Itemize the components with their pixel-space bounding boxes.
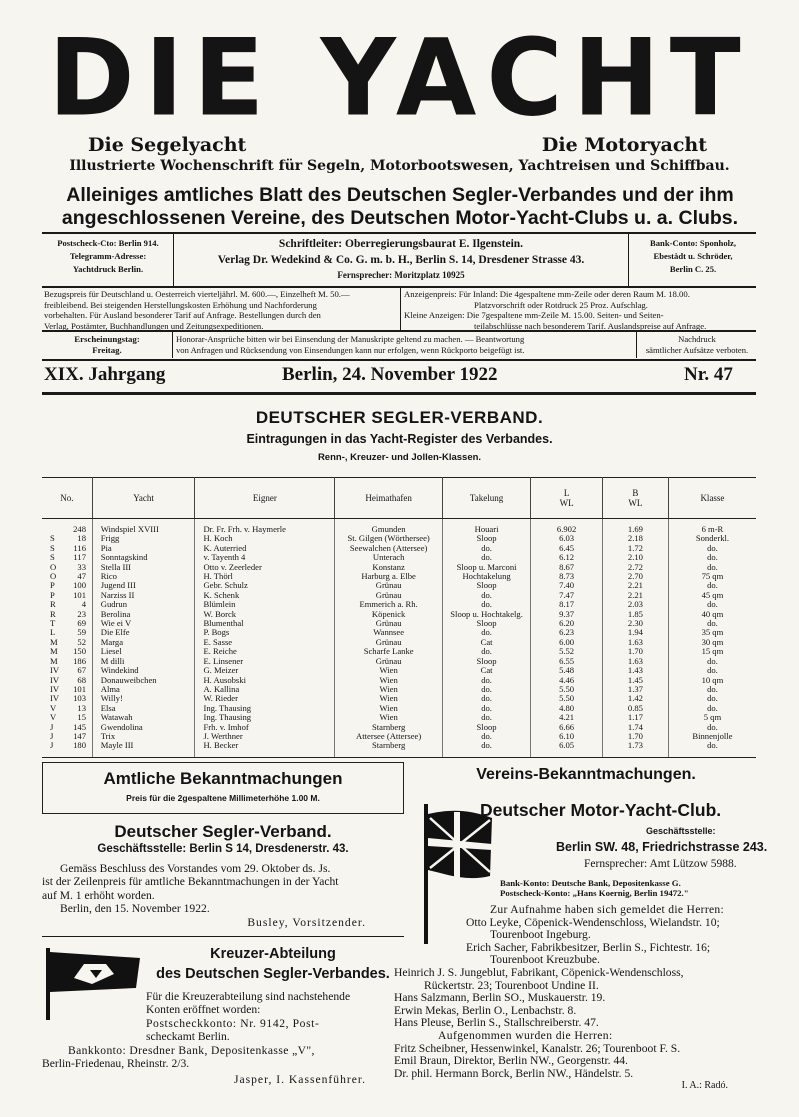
reg-no-cell: J 147 [42, 732, 92, 741]
reg-beam-cell: 1.73 [602, 741, 668, 757]
reg-no-cell: 248 [42, 519, 92, 535]
reg-yacht-cell: Stella III [92, 563, 195, 572]
dsv-notice-address: Geschäftsstelle: Berlin S 14, Dresdenerstr. 43. [97, 843, 349, 855]
erscheinungstag: Erscheinungstag: Freitag. [74, 334, 140, 355]
reg-rig-cell: Sloop [442, 657, 530, 666]
reg-klasse-cell: 6 m-R [701, 524, 724, 534]
table-row [42, 704, 756, 713]
table-row [42, 676, 756, 685]
reg-yacht-cell: Trix [92, 732, 195, 741]
reg-no-cell: M 52 [42, 638, 92, 647]
reg-length-cell: 7.40 [531, 581, 603, 590]
reg-port-cell: Harburg a. Elbe [335, 572, 443, 581]
dmyc-bank: Bank-Konto: Deutsche Bank, Depositenkasse G. Postscheck-Konto: „Hans Koernig, Berlin 19472." [500, 878, 689, 898]
reg-rig-cell: do. [442, 685, 530, 694]
reg-yacht-cell: Pia [92, 544, 195, 553]
reg-yacht-cell: Willy! [92, 694, 195, 703]
yacht-register-table [42, 477, 756, 758]
reg-yacht-cell: Donauweibchen [92, 676, 195, 685]
reg-port-cell: Grünau [335, 581, 443, 590]
reg-yacht-cell: Jugend III [92, 581, 195, 590]
reg-rig-cell: Houari [442, 519, 530, 535]
reg-port-cell: Wien [335, 694, 443, 703]
reg-klasse-cell: 45 qm [701, 589, 724, 600]
reg-rig-cell: Sloop u. Marconi [442, 563, 530, 572]
reg-port-cell: Starnberg [335, 723, 443, 732]
reg-port-cell: Gmunden [335, 519, 443, 535]
reg-yacht-cell: Berolina [92, 610, 195, 619]
reg-port-cell: Attersee (Attersee) [335, 732, 443, 741]
reg-owner-cell: H. Becker [195, 741, 335, 757]
reg-owner-cell: A. Kallina [195, 685, 335, 694]
reg-beam-cell: 1.74 [602, 723, 668, 732]
register-title: DEUTSCHER SEGLER-VERBAND. [255, 408, 544, 427]
reg-no-cell: IV 68 [42, 676, 92, 685]
reg-beam-cell: 2.10 [602, 553, 668, 562]
reg-length-cell: 5.50 [531, 694, 603, 703]
reg-rig-cell: Sloop u. Hochtakelg. [442, 610, 530, 619]
reg-no-cell: P 101 [42, 591, 92, 600]
col-klasse: Klasse [668, 478, 756, 519]
reg-no-cell: M 186 [42, 657, 92, 666]
register-classes: Renn-, Kreuzer- und Jollen-Klassen. [317, 452, 482, 463]
reg-owner-cell: Ing. Thausing [195, 713, 335, 722]
subtitle-segelyacht: Die Segelyacht [88, 134, 247, 156]
tagline: Illustrierte Wochenschrift für Segeln, Motorbootswesen, Yachtreisen und Schiffbau. [69, 158, 730, 174]
reg-length-cell: 4.46 [531, 676, 603, 685]
reg-owner-cell: E. Sasse [195, 638, 335, 647]
reg-rig-cell: Cat [442, 666, 530, 675]
issue-number: Nr. 47 [684, 364, 733, 385]
reg-yacht-cell: Liesel [92, 647, 195, 656]
reg-rig-cell: Sloop [442, 581, 530, 590]
reg-port-cell: Wien [335, 713, 443, 722]
reg-port-cell: Grünau [335, 591, 443, 600]
reg-beam-cell: 1.17 [602, 713, 668, 722]
official-statement [44, 184, 756, 230]
reg-beam-cell: 1.70 [602, 647, 668, 656]
reg-klasse-cell: do. [707, 599, 718, 610]
reg-length-cell: 6.12 [531, 553, 603, 562]
reg-owner-cell: E. Linsener [195, 657, 335, 666]
reg-length-cell: 6.45 [531, 544, 603, 553]
reg-no-cell: IV 67 [42, 666, 92, 675]
vereins-title: Vereins-Bekanntmachungen. [476, 766, 696, 783]
reg-port-cell: Grünau [335, 619, 443, 628]
reg-klasse-cell: do. [707, 618, 718, 629]
reg-klasse-cell: Binnenjolle [692, 730, 733, 741]
reg-no-cell: IV 103 [42, 694, 92, 703]
reg-length-cell: 4.80 [531, 704, 603, 713]
reg-owner-cell: E. Reiche [195, 647, 335, 656]
reg-length-cell: 6.55 [531, 657, 603, 666]
reg-owner-cell: Blumenthal [195, 619, 335, 628]
reg-yacht-cell: Frigg [92, 534, 195, 543]
reg-klasse-cell: do. [707, 552, 718, 563]
reg-no-cell: V 15 [42, 713, 92, 722]
reg-length-cell: 6.66 [531, 723, 603, 732]
reg-yacht-cell: Windekind [92, 666, 195, 675]
bezugspreis: Bezugspreis für Deutschland u. Oesterreich vierteljährl. M. 600.—, Einzelheft M. 50.— freibleibend. Bei steigenden Herstellungskosten Erhöhung und Nachforderung vorbehalten. Für Ausland besonderer Tarif auf Anfrage. Bestellungen durch den Verlag, Postämter, Buchhandlungen und Zeitungsexpeditionen. [44, 289, 350, 331]
kreuzer-body: Für die Kreuzerabteilung sind nachstehende Konten eröffnet worden: Postscheckkonto: Nr. 9142, Post- scheckamt Berlin. Bankkonto: Dresdner Bank, Depositenkasse „V", Berlin-Friedenau, Rheinstr. 2/3. Jasper, I. Kassenführer. [42, 990, 366, 1087]
reg-yacht-cell: Windspiel XVIII [92, 519, 195, 535]
reg-beam-cell: 2.18 [602, 534, 668, 543]
reg-rig-cell: Sloop [442, 723, 530, 732]
reg-beam-cell: 1.69 [602, 519, 668, 535]
reg-beam-cell: 1.70 [602, 732, 668, 741]
reg-beam-cell: 1.85 [602, 610, 668, 619]
reg-yacht-cell: Rico [92, 572, 195, 581]
table-row [42, 694, 756, 703]
reg-no-cell: J 180 [42, 741, 92, 757]
nachdruck-note: Nachdruck sämtlicher Aufsätze verboten. [645, 334, 749, 355]
reg-owner-cell: W. Borck [195, 610, 335, 619]
reg-no-cell: S 116 [42, 544, 92, 553]
reg-no-cell: L 59 [42, 628, 92, 637]
reg-klasse-cell: do. [707, 683, 718, 694]
reg-klasse-cell: do. [707, 561, 718, 572]
publisher-info: Schriftleiter: Oberregierungsbaurat E. Ilgenstein. Verlag Dr. Wedekind & Co. G. m. b. H., Berlin S. 14, Dresdener Strasse 43. Fernsprecher: Moritzplatz 10925 [217, 238, 585, 280]
reg-owner-cell: K. Schenk [195, 591, 335, 600]
reg-length-cell: 8.17 [531, 600, 603, 609]
reg-rig-cell: Hochtakelung [442, 572, 530, 581]
reg-klasse-cell: do. [707, 665, 718, 676]
reg-beam-cell: 1.43 [602, 666, 668, 675]
reg-rig-cell: do. [442, 544, 530, 553]
reg-owner-cell: Otto v. Zeerleder [195, 563, 335, 572]
reg-length-cell: 6.05 [531, 741, 603, 757]
reg-klasse-cell: do. [707, 542, 718, 553]
reg-klasse-cell: 75 qm [701, 571, 724, 582]
reg-rig-cell: Cat [442, 638, 530, 647]
reg-owner-cell: W. Rieder [195, 694, 335, 703]
dmyc-address: Berlin SW. 48, Friedrichstrasse 243. [556, 840, 768, 854]
reg-yacht-cell: Gudrun [92, 600, 195, 609]
reg-length-cell: 4.21 [531, 713, 603, 722]
reg-port-cell: Unterach [335, 553, 443, 562]
reg-beam-cell: 1.42 [602, 694, 668, 703]
reg-no-cell: O 47 [42, 572, 92, 581]
reg-rig-cell: do. [442, 704, 530, 713]
reg-port-cell: Wien [335, 704, 443, 713]
reg-length-cell: 8.67 [531, 563, 603, 572]
reg-yacht-cell: Sonntagskind [92, 553, 195, 562]
reg-owner-cell: H. Ausobski [195, 676, 335, 685]
reg-yacht-cell: Mayle III [92, 741, 195, 757]
dmyc-members: Zur Aufnahme haben sich gemeldet die Herren: Otto Leyke, Cöpenick-Wendenschloss, Wielandstr. 10; Tourenboot Ingeburg. Erich Sacher, Fabrikbesitzer, Berlin S., Fichtestr. 16; Tourenboot Kreuzbube. Heinrich J. S. Jungeblut, Fabrikant, Cöpenick-Wendenschloss, Rückertstr. 23; Tourenboot Undine II. Hans Salzmann, Berlin SO., Muskauerstr. 19. Erwin Mekas, Berlin O., Lenbachstr. 8. Hans Pleuse, Berlin S., Stallschreiberstr. 47. Aufgenommen wurden die Herren: Fritz Scheibner, Hessenwinkel, Kanalstr. 26; Tourenboot F. S. Emil Braun, Direktor, Berlin NW., Georgenstr. 44. Dr. phil. Hermann Borck, Berlin NW., Händelstr. 5. I. A.: Radó. [394, 903, 728, 1092]
reg-length-cell: 5.50 [531, 685, 603, 694]
reg-rig-cell: do. [442, 553, 530, 562]
reg-length-cell: 6.902 [531, 519, 603, 535]
table-row [42, 741, 756, 757]
rule [42, 330, 756, 332]
divider [172, 332, 173, 358]
reg-no-cell: S 117 [42, 553, 92, 562]
reg-no-cell: P 100 [42, 581, 92, 590]
reg-klasse-cell: 5 qm [703, 712, 722, 723]
reg-rig-cell: do. [442, 647, 530, 656]
rule [42, 936, 404, 937]
reg-beam-cell: 1.72 [602, 544, 668, 553]
reg-port-cell: Wien [335, 685, 443, 694]
reg-length-cell: 5.48 [531, 666, 603, 675]
reg-no-cell: O 33 [42, 563, 92, 572]
reg-klasse-cell: 40 qm [701, 608, 724, 619]
reg-port-cell: Köpenick [335, 610, 443, 619]
reg-klasse-cell: 15 qm [701, 646, 724, 657]
reg-rig-cell: do. [442, 676, 530, 685]
reg-owner-cell: G. Meizer [195, 666, 335, 675]
reg-port-cell: Seewalchen (Attersee) [335, 544, 443, 553]
reg-klasse-cell: do. [707, 580, 718, 591]
reg-rig-cell: do. [442, 591, 530, 600]
divider [636, 332, 637, 358]
official-line-2: angeschlossenen Vereine, des Deutschen Motor-Yacht-Clubs u. a. Clubs. [61, 207, 739, 229]
reg-beam-cell: 2.21 [602, 591, 668, 600]
reg-beam-cell: 1.63 [602, 657, 668, 666]
reg-length-cell: 9.37 [531, 610, 603, 619]
kreuzer-title-2: des Deutschen Segler-Verbandes. [156, 966, 390, 982]
rule [42, 359, 756, 361]
col-owner: Eigner [195, 478, 335, 519]
amtliche-box [42, 762, 404, 814]
reg-beam-cell: 1.37 [602, 685, 668, 694]
reg-beam-cell: 2.72 [602, 563, 668, 572]
reg-beam-cell: 1.45 [602, 676, 668, 685]
reg-port-cell: Starnberg [335, 741, 443, 757]
dsv-notice-title: Deutscher Segler-Verband. [114, 822, 332, 841]
divider [173, 234, 174, 286]
reg-yacht-cell: Elsa [92, 704, 195, 713]
amtliche-title: Amtliche Bekanntmachungen [103, 769, 343, 788]
reg-owner-cell: Gebr. Schulz [195, 581, 335, 590]
reg-rig-cell: Sloop [442, 534, 530, 543]
reg-no-cell: S 18 [42, 534, 92, 543]
reg-klasse-cell: Sonderkl. [695, 533, 730, 544]
reg-owner-cell: v. Tayenth 4 [195, 553, 335, 562]
reg-length-cell: 8.73 [531, 572, 603, 581]
reg-beam-cell: 0.85 [602, 704, 668, 713]
reg-klasse-cell: do. [668, 741, 756, 757]
dmyc-title: Deutscher Motor-Yacht-Club. [480, 800, 722, 820]
reg-yacht-cell: M dilli [92, 657, 195, 666]
reg-length-cell: 6.00 [531, 638, 603, 647]
col-yacht: Yacht [92, 478, 195, 519]
official-line-1: Alleiniges amtliches Blatt des Deutschen Segler-Verbandes und der ihm [66, 184, 734, 206]
reg-owner-cell: Ing. Thausing [195, 704, 335, 713]
table-row [42, 519, 756, 535]
reg-beam-cell: 2.30 [602, 619, 668, 628]
reg-klasse-cell: 30 qm [701, 636, 724, 647]
reg-port-cell: Emmerich a. Rh. [335, 600, 443, 609]
reg-yacht-cell: Narziss II [92, 591, 195, 600]
subtitle-motoryacht: Die Motoryacht [541, 134, 707, 156]
reg-owner-cell: P. Bogs [195, 628, 335, 637]
reg-port-cell: St. Gilgen (Wörthersee) [335, 534, 443, 543]
reg-yacht-cell: Die Elfe [92, 628, 195, 637]
reg-port-cell: Grünau [335, 657, 443, 666]
reg-port-cell: Konstanz [335, 563, 443, 572]
reg-no-cell: M 150 [42, 647, 92, 656]
reg-yacht-cell: Watawah [92, 713, 195, 722]
reg-owner-cell: Frh. v. Imhof [195, 723, 335, 732]
reg-port-cell: Scharfe Lanke [335, 647, 443, 656]
postscheck-info: Postscheck-Cto: Berlin 914. Telegramm-Adresse: Yachtdruck Berlin. [57, 238, 159, 274]
reg-owner-cell: Dr. Fr. Frh. v. Haymerle [195, 519, 335, 535]
dmyc-phone: Fernsprecher: Amt Lützow 5988. [584, 858, 737, 870]
reg-port-cell: Wannsee [335, 628, 443, 637]
rule-top [42, 232, 756, 234]
reg-rig-cell: do. [442, 741, 530, 757]
reg-yacht-cell: Wie ei V [92, 619, 195, 628]
reg-owner-cell: Blümlein [195, 600, 335, 609]
reg-beam-cell: 1.94 [602, 628, 668, 637]
reg-rig-cell: do. [442, 713, 530, 722]
issue-year: XIX. Jahrgang [44, 364, 166, 385]
reg-no-cell: IV 101 [42, 685, 92, 694]
reg-beam-cell: 2.21 [602, 581, 668, 590]
reg-port-cell: Wien [335, 676, 443, 685]
kreuzer-title-1: Kreuzer-Abteilung [210, 946, 336, 962]
honorar-note: Honorar-Ansprüche bitten wir bei Einsendung der Manuskripte geltend zu machen. — Beantwortung von Anfragen und Rücksendung von Einsendungen kann nur erfolgen, wenn Rückporto beigefügt ist. [176, 334, 525, 355]
reg-klasse-cell: do. [707, 693, 718, 704]
masthead-title: DIE YACHT [48, 15, 751, 141]
bank-info: Bank-Conto: Sponholz, Ebestådt u. Schröder, Berlin C. 25. [650, 238, 736, 274]
reg-length-cell: 6.23 [531, 628, 603, 637]
reg-port-cell: Wien [335, 666, 443, 675]
reg-rig-cell: Sloop [442, 619, 530, 628]
col-b: B WL [602, 478, 668, 519]
issue-date: Berlin, 24. November 1922 [282, 364, 498, 385]
table-row [42, 685, 756, 694]
reg-rig-cell: do. [442, 628, 530, 637]
reg-rig-cell: do. [442, 732, 530, 741]
reg-no-cell: J 145 [42, 723, 92, 732]
reg-yacht-cell: Marga [92, 638, 195, 647]
reg-beam-cell: 1.63 [602, 638, 668, 647]
col-no: No. [42, 478, 92, 519]
col-l: L WL [531, 478, 603, 519]
reg-rig-cell: do. [442, 694, 530, 703]
dsv-notice-body: Gemäss Beschluss des Vorstandes vom 29. Oktober ds. Js. ist der Zeilenpreis für amtliche Bekanntmachungen in der Yacht auf M. 1 erhöht worden. Berlin, den 15. November 1922. Busley, Vorsitzender. [42, 862, 366, 929]
reg-length-cell: 5.52 [531, 647, 603, 656]
divider [628, 234, 629, 286]
reg-yacht-cell: Alma [92, 685, 195, 694]
reg-klasse-cell: do. [707, 721, 718, 732]
table-row [42, 657, 756, 666]
reg-no-cell: T 69 [42, 619, 92, 628]
reg-no-cell: R 23 [42, 610, 92, 619]
reg-rig-cell: do. [442, 600, 530, 609]
reg-no-cell: V 13 [42, 704, 92, 713]
col-port: Heimathafen [335, 478, 443, 519]
col-rig: Takelung [442, 478, 530, 519]
divider [400, 288, 401, 330]
dmyc-gs: Geschäftsstelle: [646, 826, 716, 836]
reg-no-cell: R 4 [42, 600, 92, 609]
reg-length-cell: 6.03 [531, 534, 603, 543]
rule [42, 286, 756, 288]
register-subtitle: Eintragungen in das Yacht-Register des Verbandes. [246, 432, 553, 446]
anzeigenpreis: Anzeigenpreis: Für Inland: Die 4gespaltene mm-Zeile oder deren Raum M. 18.00. Platzvorschrift oder Rotdruck 25 Proz. Aufschlag. Kleine Anzeigen: Die 7gespaltene mm-Zeile M. 15.00. Seiten- und Seiten- teilabschlüsse nach besonderem Tarif. Auslandspreise auf Anfrage. [404, 289, 707, 331]
reg-owner-cell: H. Thörl [195, 572, 335, 581]
amtliche-sub: Preis für die 2gespaltene Millimeterhöhe 1.00 M. [126, 793, 320, 803]
reg-owner-cell: J. Werthner [195, 732, 335, 741]
table-header-row [42, 478, 756, 519]
reg-beam-cell: 2.70 [602, 572, 668, 581]
reg-klasse-cell: do. [707, 702, 718, 713]
reg-length-cell: 6.10 [531, 732, 603, 741]
reg-klasse-cell: do. [707, 655, 718, 666]
rule-thick [42, 392, 756, 395]
reg-length-cell: 6.20 [531, 619, 603, 628]
reg-yacht-cell: Gwendolina [92, 723, 195, 732]
reg-klasse-cell: 10 qm [701, 674, 724, 685]
reg-owner-cell: H. Koch [195, 534, 335, 543]
reg-beam-cell: 2.03 [602, 600, 668, 609]
reg-owner-cell: K. Auterried [195, 544, 335, 553]
reg-port-cell: Grünau [335, 638, 443, 647]
reg-length-cell: 7.47 [531, 591, 603, 600]
reg-klasse-cell: 35 qm [701, 627, 724, 638]
